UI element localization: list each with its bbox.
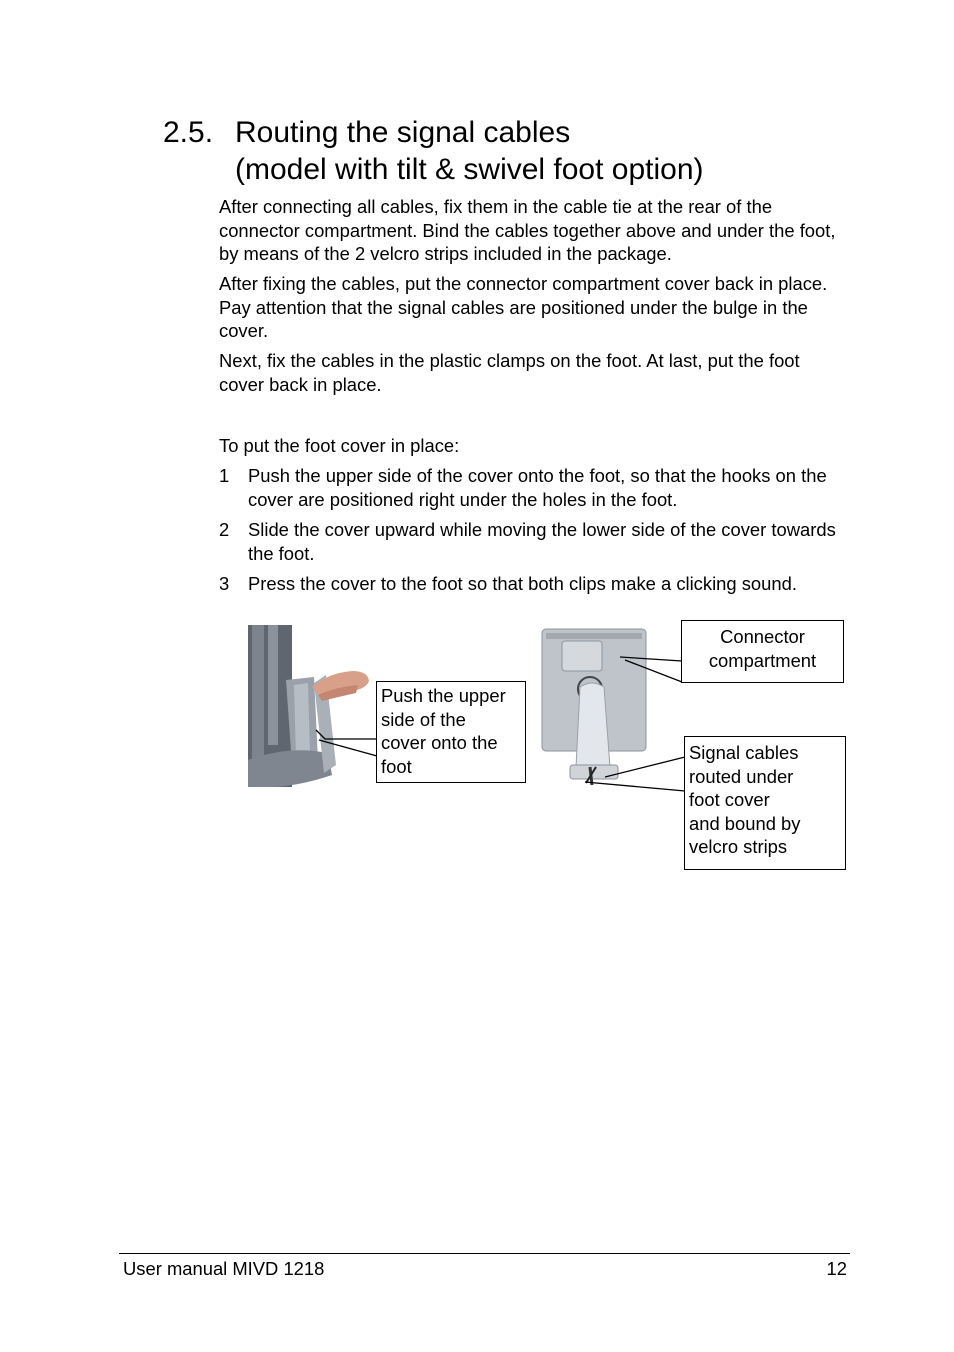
callout-connector-compartment <box>681 620 844 683</box>
callout-line: Signal cables <box>689 742 799 763</box>
section-number: 2.5. <box>163 116 214 149</box>
section-title-line2: (model with tilt & swivel foot option) <box>235 153 704 186</box>
step-number: 3 <box>219 573 230 594</box>
step-text: Slide the cover upward while moving the lower side of the cover towards the foot. <box>248 519 836 564</box>
paragraph-cable-tie: After connecting all cables, fix them in the cable tie at the rear of the connector compartment. Bind the cables together above and under the foot, by means of the 2 velcro strips included in the package. <box>219 196 836 264</box>
step-text: Press the cover to the foot so that both clips make a clicking sound. <box>248 573 797 594</box>
footer-manual-title: User manual MIVD 1218 <box>123 1258 325 1279</box>
monitor-rear-photo <box>540 627 648 787</box>
paragraph-cover-back: After fixing the cables, put the connector compartment cover back in place. Pay attention that the signal cables are positioned under the bulge in the cover. <box>219 273 828 341</box>
step-number: 2 <box>219 519 230 540</box>
section-title-line1: Routing the signal cables <box>235 116 571 149</box>
section-heading <box>163 114 704 188</box>
footer-divider <box>119 1253 850 1254</box>
callout-line: routed under <box>689 765 794 787</box>
foot-cover-side-photo <box>248 625 371 787</box>
callout-push-cover <box>376 681 526 783</box>
callout-signal-cables <box>684 736 846 870</box>
step-text: Push the upper side of the cover onto the foot, so that the hooks on the cover are positioned right under the holes in the foot. <box>248 465 827 510</box>
procedure-title: To put the foot cover in place: <box>219 435 460 456</box>
list-item <box>219 464 844 511</box>
step-number: 1 <box>219 465 230 486</box>
callout-line: velcro strips <box>689 836 788 857</box>
list-item <box>219 572 844 596</box>
callout-line: Connector <box>720 626 805 647</box>
callout-line: foot <box>381 755 412 777</box>
callout-line: Push the upper <box>381 685 506 706</box>
callout-line: side of the <box>381 708 466 730</box>
callout-line: and bound by <box>689 812 801 834</box>
procedure-steps <box>219 464 844 603</box>
paragraph-clamps: Next, fix the cables in the plastic clamps on the foot. At last, put the foot cover back in place. <box>219 350 800 395</box>
list-item <box>219 518 844 565</box>
callout-line: compartment <box>708 649 817 671</box>
callout-line: cover onto the <box>381 732 498 753</box>
footer-page-number: 12 <box>826 1258 847 1279</box>
callout-line: foot cover <box>689 789 770 810</box>
